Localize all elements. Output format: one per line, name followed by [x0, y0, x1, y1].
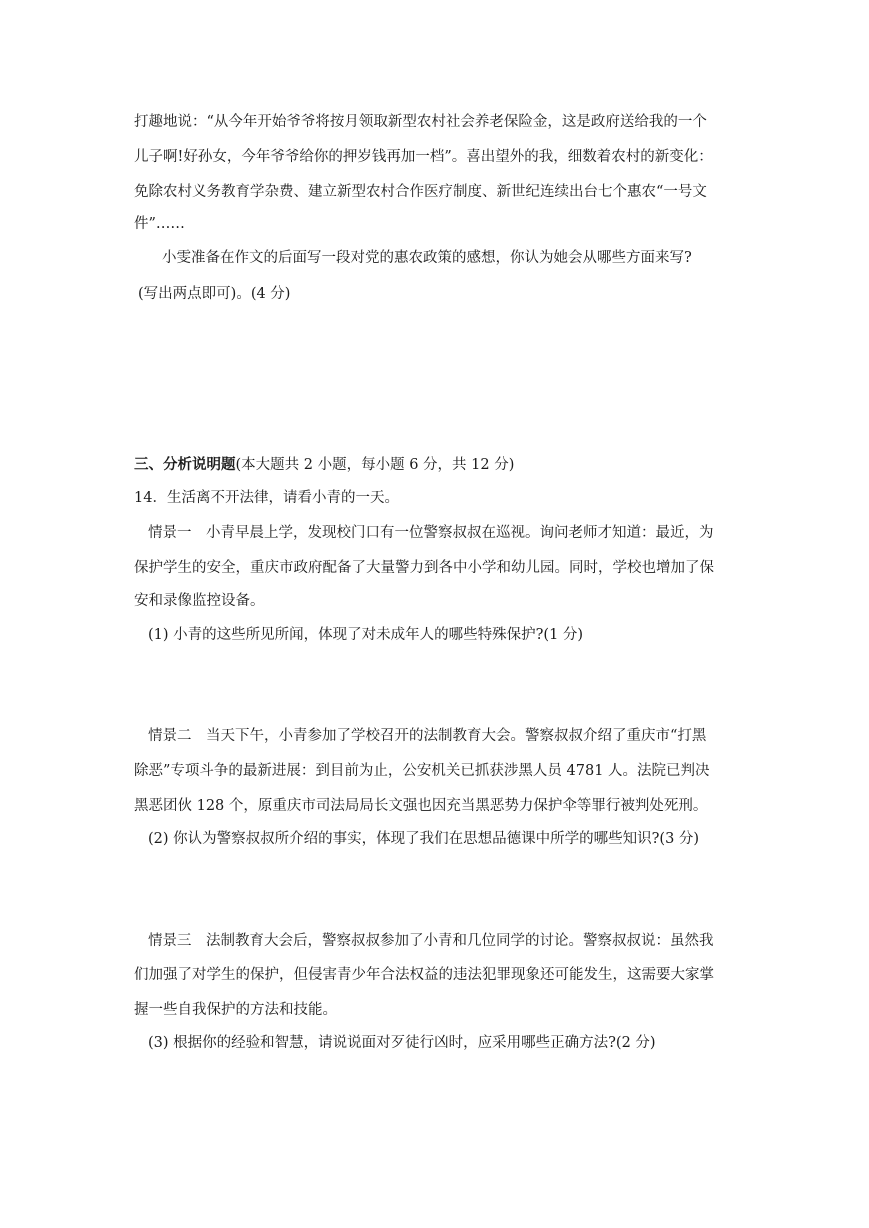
section-heading-title: 三、分析说明题 [134, 456, 236, 473]
scene-2-line-3: 黑恶团伙 128 个，原重庆市司法局局长文强也因充当黑恶势力保护伞等罪行被判处死刑。 [134, 798, 708, 814]
section-heading [134, 455, 514, 475]
intro-line-1: 打趣地说：“从今年开始爷爷将按月领取新型农村社会养老保险金，这是政府送给我的一个 [134, 114, 707, 130]
intro-line-2: 儿子啊!好孙女，今年爷爷给你的押岁钱再加一档”。喜出望外的我，细数着农村的新变化： [134, 149, 713, 165]
question-13-line-1: 小雯准备在作文的后面写一段对党的惠农政策的感想，你认为她会从哪些方面来写? [162, 250, 692, 266]
scene-1-question: (1) 小青的这些所见所闻，体现了对未成年人的哪些特殊保护?(1 分) [148, 627, 584, 643]
scene-1-line-1: 情景一 小青早晨上学，发现校门口有一位警察叔叔在巡视。询问老师才知道：最近，为 [148, 525, 714, 541]
scene-3-line-3: 握一些自我保护的方法和技能。 [134, 1002, 337, 1018]
scene-1-line-2: 保护学生的安全，重庆市政府配备了大量警力到各中小学和幼儿园。同时，学校也增加了保 [134, 560, 714, 576]
scene-1-line-3: 安和录像监控设备。 [134, 593, 265, 609]
question-13-line-2: (写出两点即可)。(4 分) [138, 286, 291, 302]
scene-3-question: (3) 根据你的经验和智慧，请说说面对歹徒行凶时，应采用哪些正确方法?(2 分) [148, 1035, 656, 1051]
scene-2-line-2: 除恶”专项斗争的最新进展：到目前为止，公安机关已抓获涉黑人员 4781 人。法院已判决 [134, 763, 710, 779]
intro-line-4: 件”…… [134, 216, 185, 232]
section-heading-detail: (本大题共 2 小题，每小题 6 分，共 12 分) [235, 457, 515, 473]
question-14-title: 14．生活离不开法律，请看小青的一天。 [134, 490, 399, 506]
scene-3-line-1: 情景三 法制教育大会后，警察叔叔参加了小青和几位同学的讨论。警察叔叔说：虽然我 [148, 933, 714, 949]
scene-2-line-1: 情景二 当天下午，小青参加了学校召开的法制教育大会。警察叔叔介绍了重庆市“打黑 [148, 728, 707, 744]
scene-2-question: (2) 你认为警察叔叔所介绍的事实，体现了我们在思想品德课中所学的哪些知识?(3 分) [148, 831, 700, 847]
intro-line-3: 免除农村义务教育学杂费、建立新型农村合作医疗制度、新世纪连续出台七个惠农“一号文 [134, 184, 707, 200]
scene-3-line-2: 们加强了对学生的保护，但侵害青少年合法权益的违法犯罪现象还可能发生，这需要大家掌 [134, 967, 714, 983]
